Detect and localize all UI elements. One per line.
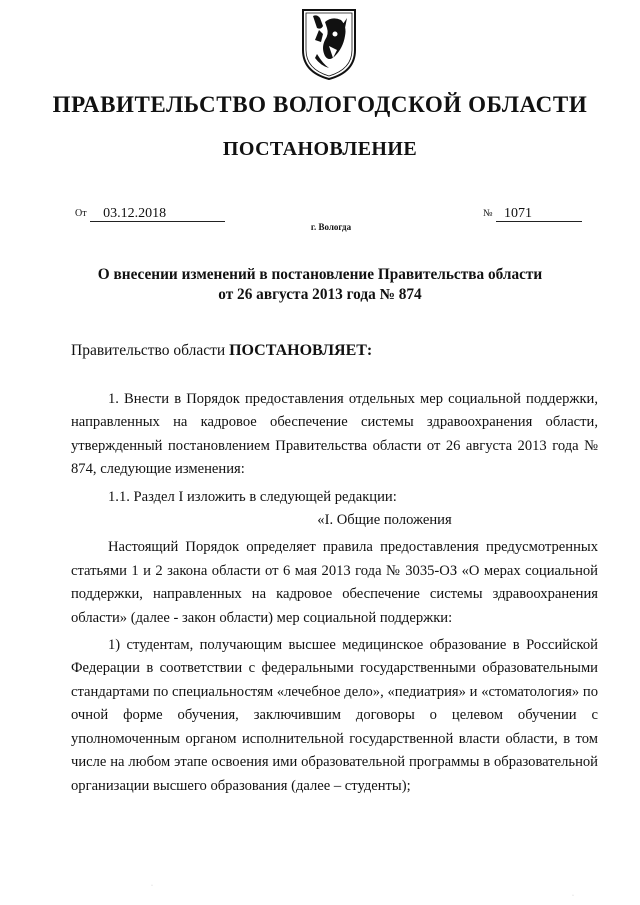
coat-of-arms-emblem [299,6,359,82]
subject-line-1: О внесении изменений в постановление Правительства области [97,266,543,283]
paragraph-2: 1.1. Раздел I изложить в следующей редакции: [108,488,397,505]
date-field [75,206,225,222]
scan-speck: · [572,893,574,899]
subject-line-2: от 26 августа 2013 года № 874 [218,286,422,303]
document-type: ПОСТАНОВЛЕНИЕ [222,138,418,160]
paragraph-5: 1) студентам, получающим высшее медицинское образование в Российской Федерации в соответствии с федеральными государственными образовательными стандартами по специальностям «лечебное дело», «педиатрия» и «стоматология» по очной форме обучения, заключившим договоры о целевом обучении с уполномоченным органом исполнительной государственной власти области, в том числе на любом этапе освоения ими образовательной программы в образовательной организации высшего образования (далее – студенты); [71,637,598,794]
number-value: 1071 [496,206,582,222]
government-title: ПРАВИТЕЛЬСТВО ВОЛОГОДСКОЙ ОБЛАСТИ [52,92,588,117]
document-subject [0,265,640,305]
scan-speck: · [151,883,153,889]
document-body [71,388,598,798]
date-value: 03.12.2018 [90,206,225,222]
number-field [483,206,582,222]
city-label: г. Вологда [310,222,352,232]
paragraph-1: 1. Внести в Порядок предоставления отдельных мер социальной поддержки, направленных на кадровое обеспечение системы здравоохранения области, утвержденный постановлением Правительства области от 26 августа 2013 года № 874, следующие изменения: [71,391,598,478]
preamble [71,342,372,360]
paragraph-4: Настоящий Порядок определяет правила предоставления предусмотренных статьями 1 и 2 закона области от 6 мая 2013 года № 3035-ОЗ «О мерах социальной поддержки, направленных на кадровое обеспечение системы здравоохранения области» (далее - закон области) мер социальной поддержки: [71,539,598,626]
section-heading: «I. Общие положения [317,512,452,529]
preamble-text: Правительство области [71,342,230,359]
number-label: № [483,208,493,219]
date-label: От [75,208,87,219]
preamble-emphasis: ПОСТАНОВЛЯЕТ: [229,342,373,359]
